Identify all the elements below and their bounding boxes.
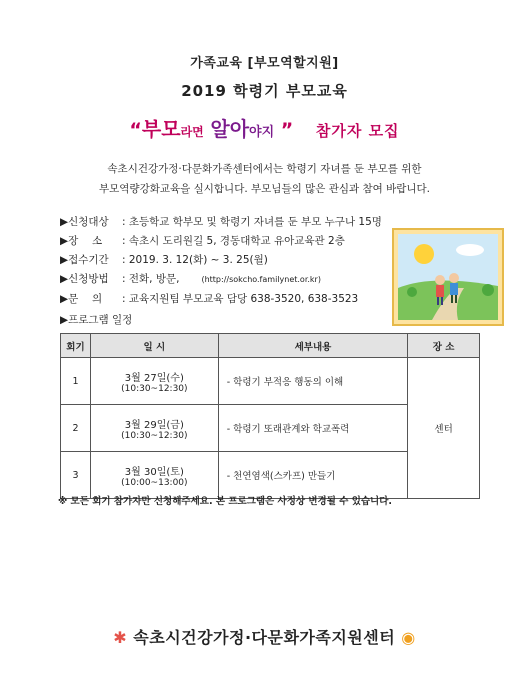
page-title: 2019 학령기 부모교육 — [181, 82, 348, 100]
info-contact — [60, 291, 358, 306]
swirl-logo-icon: ◉ — [401, 628, 416, 647]
session-time: (10:30~12:30) — [121, 430, 188, 441]
recruit-label: 참가자 모집 — [315, 122, 400, 140]
info-target — [60, 214, 382, 229]
open-quote: “ — [129, 119, 142, 141]
child-2-head — [449, 273, 459, 283]
child-1-body — [436, 285, 444, 297]
headline-part-4: 야지 — [249, 125, 275, 140]
program-heading: ▶프로그램 일정 — [60, 314, 133, 326]
headline-part-3: 알아 — [210, 117, 250, 141]
info-contact-label: ▶문 의 — [60, 293, 103, 305]
session-number: 3 — [61, 452, 91, 499]
session-number: 1 — [61, 358, 91, 405]
info-method — [60, 271, 321, 286]
session-date: 3월 27일(수) — [124, 372, 184, 384]
info-target-label: ▶신청대상 — [60, 216, 109, 228]
session-content: - 학령기 또래관계와 학교폭력 — [218, 405, 407, 452]
header-datetime: 일 시 — [90, 334, 218, 358]
session-datetime — [90, 405, 218, 452]
info-target-value: : 초등학교 학부모 및 학령기 자녀를 둔 부모 누구나 15명 — [122, 216, 382, 228]
headline — [0, 113, 529, 142]
cloud-icon — [456, 244, 484, 256]
session-time: (10:30~12:30) — [121, 383, 188, 394]
info-contact-value: : 교육지원팀 부모교육 담당 638-3520, 638-3523 — [122, 293, 359, 305]
session-date: 3월 30일(토) — [124, 466, 184, 478]
child-1-leg-2 — [441, 297, 443, 305]
session-date: 3월 29일(금) — [124, 419, 184, 431]
children-illustration — [392, 228, 504, 326]
info-period-value: : 2019. 3. 12(화) ~ 3. 25(월) — [122, 254, 268, 266]
star-logo-icon: ✱ — [113, 628, 128, 647]
notice-text: ※ 모든 회기 참가자만 신청해주세요. 본 프로그램은 사정상 변경될 수 있습니다. — [58, 496, 393, 507]
info-place-label: ▶장 소 — [60, 235, 103, 247]
child-2-leg — [451, 295, 453, 303]
sun-icon — [414, 244, 434, 264]
category-heading: 가족교육 [부모역할지원] — [190, 56, 339, 71]
header-content: 세부내용 — [218, 334, 407, 358]
info-place — [60, 233, 345, 248]
info-method-value: : 전화, 방문, — [122, 273, 180, 285]
program-schedule-table — [60, 333, 480, 499]
tree-icon — [407, 287, 417, 297]
table-header-row — [61, 334, 480, 358]
headline-part-1: 부모 — [141, 117, 181, 141]
info-method-url[interactable]: (http://sokcho.familynet.or.kr) — [201, 275, 321, 284]
session-content: - 학령기 부적응 행동의 이해 — [218, 358, 407, 405]
table-row — [61, 358, 480, 405]
info-place-value: : 속초시 도리원길 5, 경동대학교 유아교육관 2층 — [122, 235, 345, 247]
footer-org-name: 속초시건강가정·다문화가족지원센터 — [133, 628, 396, 647]
child-2-body — [450, 283, 458, 295]
session-datetime — [90, 358, 218, 405]
info-method-label: ▶신청방법 — [60, 273, 109, 285]
session-content: - 천연염색(스카프) 만들기 — [218, 452, 407, 499]
header-place: 장 소 — [408, 334, 480, 358]
footer-organization — [0, 625, 529, 648]
close-quote: ” — [274, 119, 294, 141]
intro-text — [0, 159, 529, 199]
session-time: (10:00~13:00) — [121, 477, 188, 488]
session-place: 센터 — [408, 358, 480, 499]
session-number: 2 — [61, 405, 91, 452]
child-1-head — [435, 275, 445, 285]
intro-line-1: 속초시건강가정·다문화가족센터에서는 학령기 자녀를 둔 부모를 위한 — [107, 163, 422, 175]
header-session: 회기 — [61, 334, 91, 358]
intro-line-2: 부모역량강화교육을 실시합니다. 부모님들의 많은 관심과 참여 바랍니다. — [99, 183, 430, 195]
child-1-leg — [437, 297, 439, 305]
tree-icon-2 — [482, 284, 494, 296]
info-period-label: ▶접수기간 — [60, 254, 109, 266]
session-datetime — [90, 452, 218, 499]
headline-part-2: 라면 — [180, 125, 204, 139]
child-2-leg-2 — [455, 295, 457, 303]
info-period — [60, 252, 268, 267]
